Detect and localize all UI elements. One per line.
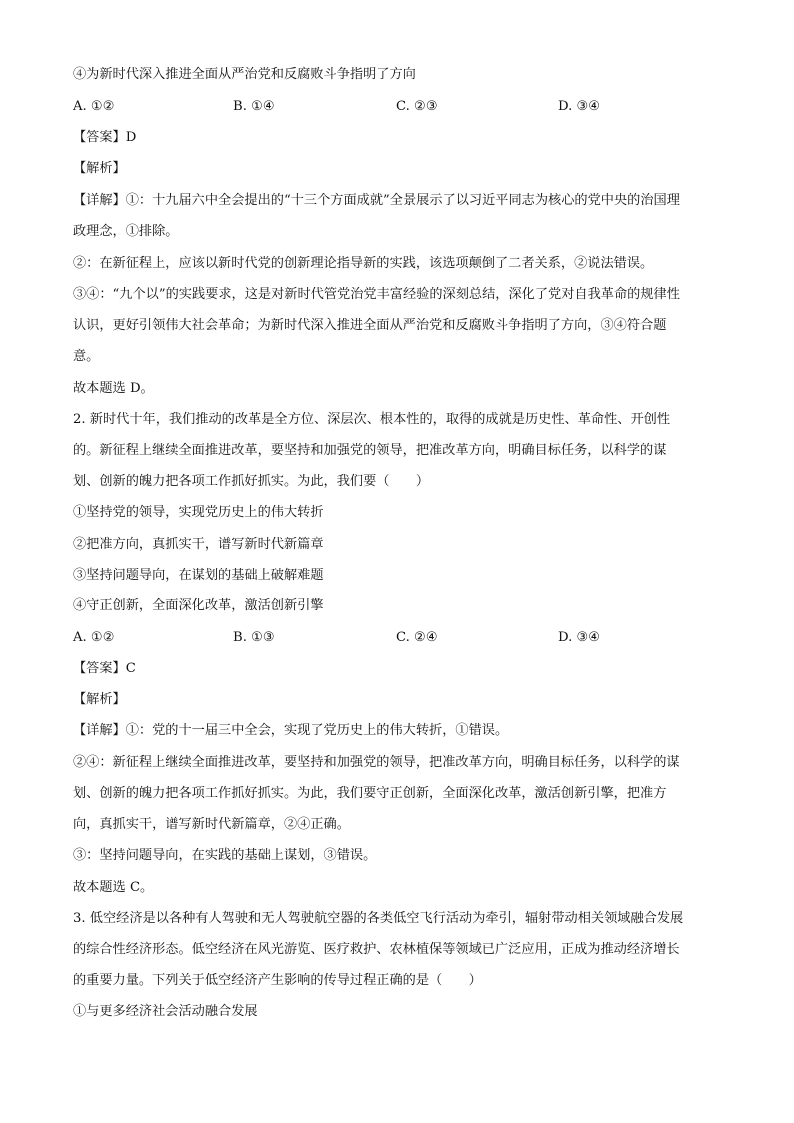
q2-detail-line: 向，真抓实干，谱写新时代新篇章，②④正确。: [73, 817, 350, 832]
q1-item-4: ④为新时代深入推进全面从严治党和反腐败斗争指明了方向: [73, 67, 416, 82]
q1-detail-line: [73, 193, 723, 209]
q2-stem-line: 的。新征程上继续全面推进改革，要坚持和加强党的领导，把准改革方向，明确目标任务，以科学的谋: [73, 443, 667, 458]
q2-item-2: ②把准方向，真抓实干，谱写新时代新篇章: [73, 537, 324, 552]
answer-value: D: [125, 130, 137, 145]
answer-value: C: [125, 661, 136, 676]
q1-option-c: C. ②③: [396, 99, 438, 114]
detail-text: ①：党的十一届三中全会，实现了党历史上的伟大转折，①错误。: [125, 723, 509, 738]
q2-item-3: ③坚持问题导向，在谋划的基础上破解难题: [73, 568, 324, 583]
q2-conclusion: 故本题选 C。: [73, 880, 154, 895]
q1-option-d: D. ③④: [558, 99, 601, 114]
q3-stem-line: 的综合性经济形态。低空经济在风光游览、医疗救护、农林植保等领域已广泛应用，正成为推动经济增长: [73, 942, 680, 957]
q2-item-1: ①坚持党的领导，实现党历史上的伟大转折: [73, 505, 324, 520]
q1-detail-line: ②：在新征程上，应该以新时代党的创新理论指导新的实践，该选项颠倒了二者关系，②说法错误。: [73, 256, 654, 271]
q2-option-c: C. ②④: [396, 630, 438, 645]
answer-label: 【答案】: [73, 130, 126, 145]
q2-option-b: B. ①③: [233, 630, 275, 645]
q1-detail-line: 认识，更好引领伟大社会革命；为新时代深入推进全面从严治党和反腐败斗争指明了方向，③④符合题: [73, 318, 667, 333]
q2-detail-line: ③：坚持问题导向，在实践的基础上谋划，③错误。: [73, 848, 377, 863]
q1-detail-line: 政理念，①排除。: [73, 224, 179, 239]
q3-stem-line: 3. 低空经济是以各种有人驾驶和无人驾驶航空器的各类低空飞行活动为牵引，辐射带动相关领域融合发展: [73, 911, 684, 926]
q1-detail-line: 意。: [73, 349, 100, 364]
q1-detail-line: ③④：“九个以”的实践要求，这是对新时代管党治党丰富经验的深刻总结，深化了党对自我革命的规律性: [73, 287, 680, 302]
detail-label: 【详解】: [73, 193, 126, 208]
q1-conclusion: 故本题选 D。: [73, 381, 154, 396]
q2-detail-line: 划、创新的魄力把各项工作抓好抓实。为此，我们要守正创新，全面深化改革，激活创新引擎，把准方: [73, 786, 667, 801]
q2-analysis-label: 【解析】: [73, 692, 126, 707]
q3-item-1: ①与更多经济社会活动融合发展: [73, 1004, 258, 1019]
q2-detail-line: ②④：新征程上继续全面推进改革，要坚持和加强党的领导，把准改革方向，明确目标任务，以科学的谋: [73, 755, 680, 770]
q2-detail-line: [73, 723, 723, 739]
q2-answer: [73, 661, 723, 677]
detail-label: 【详解】: [73, 723, 126, 738]
q1-option-b: B. ①④: [233, 99, 275, 114]
q1-option-a: A. ①②: [73, 99, 115, 114]
q1-analysis-label: 【解析】: [73, 161, 126, 176]
q2-option-a: A. ①②: [73, 630, 115, 645]
q2-option-d: D. ③④: [558, 630, 601, 645]
answer-label: 【答案】: [73, 661, 126, 676]
q2-item-4: ④守正创新，全面深化改革，激活创新引擎: [73, 598, 324, 613]
q2-stem-line: 划、创新的魄力把各项工作抓好抓实。为此，我们要（ ）: [73, 474, 430, 489]
detail-text: ①：十九届六中全会提出的“十三个方面成就”全景展示了以习近平同志为核心的党中央的治国理: [125, 193, 680, 208]
q1-answer: [73, 130, 723, 146]
q3-stem-line: 的重要力量。下列关于低空经济产生影响的传导过程正确的是（ ）: [73, 973, 482, 988]
q2-stem-line: 2. 新时代十年，我们推动的改革是全方位、深层次、根本性的，取得的成就是历史性、革命性、开创性: [73, 412, 671, 427]
